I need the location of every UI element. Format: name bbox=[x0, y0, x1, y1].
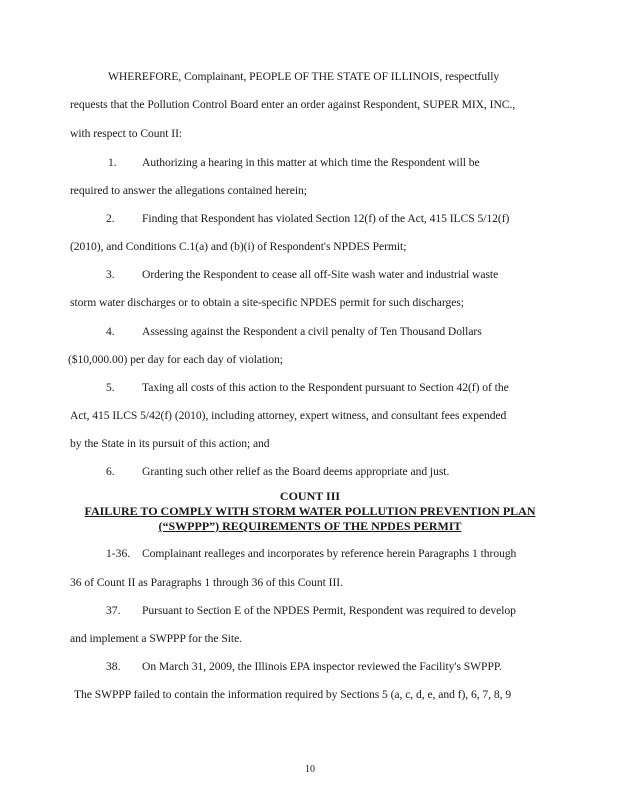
item-number: 4. bbox=[106, 325, 115, 338]
paragraph-text: Complainant realleges and incorporates by reference herein Paragraphs 1 through bbox=[142, 547, 517, 560]
item-text: by the State in its pursuit of this action; and bbox=[70, 437, 270, 450]
item-text: ($10,000.00) per day for each day of violation; bbox=[68, 353, 283, 366]
item-number: 1. bbox=[108, 156, 117, 169]
page-number: 10 bbox=[305, 764, 315, 775]
request-line: requests that the Pollution Control Board enter an order against Respondent, SUPER MIX, INC., bbox=[70, 98, 516, 111]
item-text: storm water discharges or to obtain a site-specific NPDES permit for such discharges; bbox=[70, 296, 464, 309]
item-number: 6. bbox=[106, 465, 115, 478]
count-heading: COUNT III bbox=[279, 489, 341, 503]
wherefore-line: WHEREFORE, Complainant, PEOPLE OF THE STATE OF ILLINOIS, respectfully bbox=[108, 70, 500, 83]
item-text: required to answer the allegations contained herein; bbox=[70, 184, 307, 197]
item-number: 3. bbox=[106, 268, 115, 281]
item-text: Assessing against the Respondent a civil penalty of Ten Thousand Dollars bbox=[142, 325, 482, 338]
paragraph-text: On March 31, 2009, the Illinois EPA inspector reviewed the Facility's SWPPP. bbox=[142, 660, 502, 673]
item-text: Taxing all costs of this action to the Respondent pursuant to Section 42(f) of the bbox=[142, 381, 509, 394]
item-text: Finding that Respondent has violated Section 12(f) of the Act, 415 ILCS 5/12(f) bbox=[142, 212, 510, 225]
item-text: Granting such other relief as the Board deems appropriate and just. bbox=[142, 465, 450, 478]
count-title: (“SWPPP”) REQUIREMENTS OF THE NPDES PERMIT bbox=[158, 519, 462, 533]
paragraph-number: 37. bbox=[106, 604, 121, 617]
item-number: 2. bbox=[106, 212, 115, 225]
item-text: Act, 415 ILCS 5/42(f) (2010), including attorney, expert witness, and consultant fees expended bbox=[70, 409, 507, 422]
paragraph-text: and implement a SWPPP for the Site. bbox=[70, 632, 243, 645]
paragraph-text: Pursuant to Section E of the NPDES Permit, Respondent was required to develop bbox=[142, 604, 516, 617]
request-line: with respect to Count II: bbox=[70, 127, 183, 140]
paragraph-number: 38. bbox=[106, 660, 121, 673]
item-text: Ordering the Respondent to cease all off-Site wash water and industrial waste bbox=[142, 268, 499, 281]
item-text: (2010), and Conditions C.1(a) and (b)(i) of Respondent's NPDES Permit; bbox=[70, 240, 407, 253]
count-title: FAILURE TO COMPLY WITH STORM WATER POLLUTION PREVENTION PLAN bbox=[84, 504, 536, 518]
item-text: Authorizing a hearing in this matter at which time the Respondent will be bbox=[142, 156, 480, 169]
paragraph-number: 1-36. bbox=[106, 547, 131, 560]
paragraph-text: The SWPPP failed to contain the information required by Sections 5 (a, c, d, e, and f), 6, 7, 8, 9 bbox=[74, 688, 512, 701]
paragraph-text: 36 of Count II as Paragraphs 1 through 36 of this Count III. bbox=[70, 576, 343, 589]
item-number: 5. bbox=[106, 381, 115, 394]
